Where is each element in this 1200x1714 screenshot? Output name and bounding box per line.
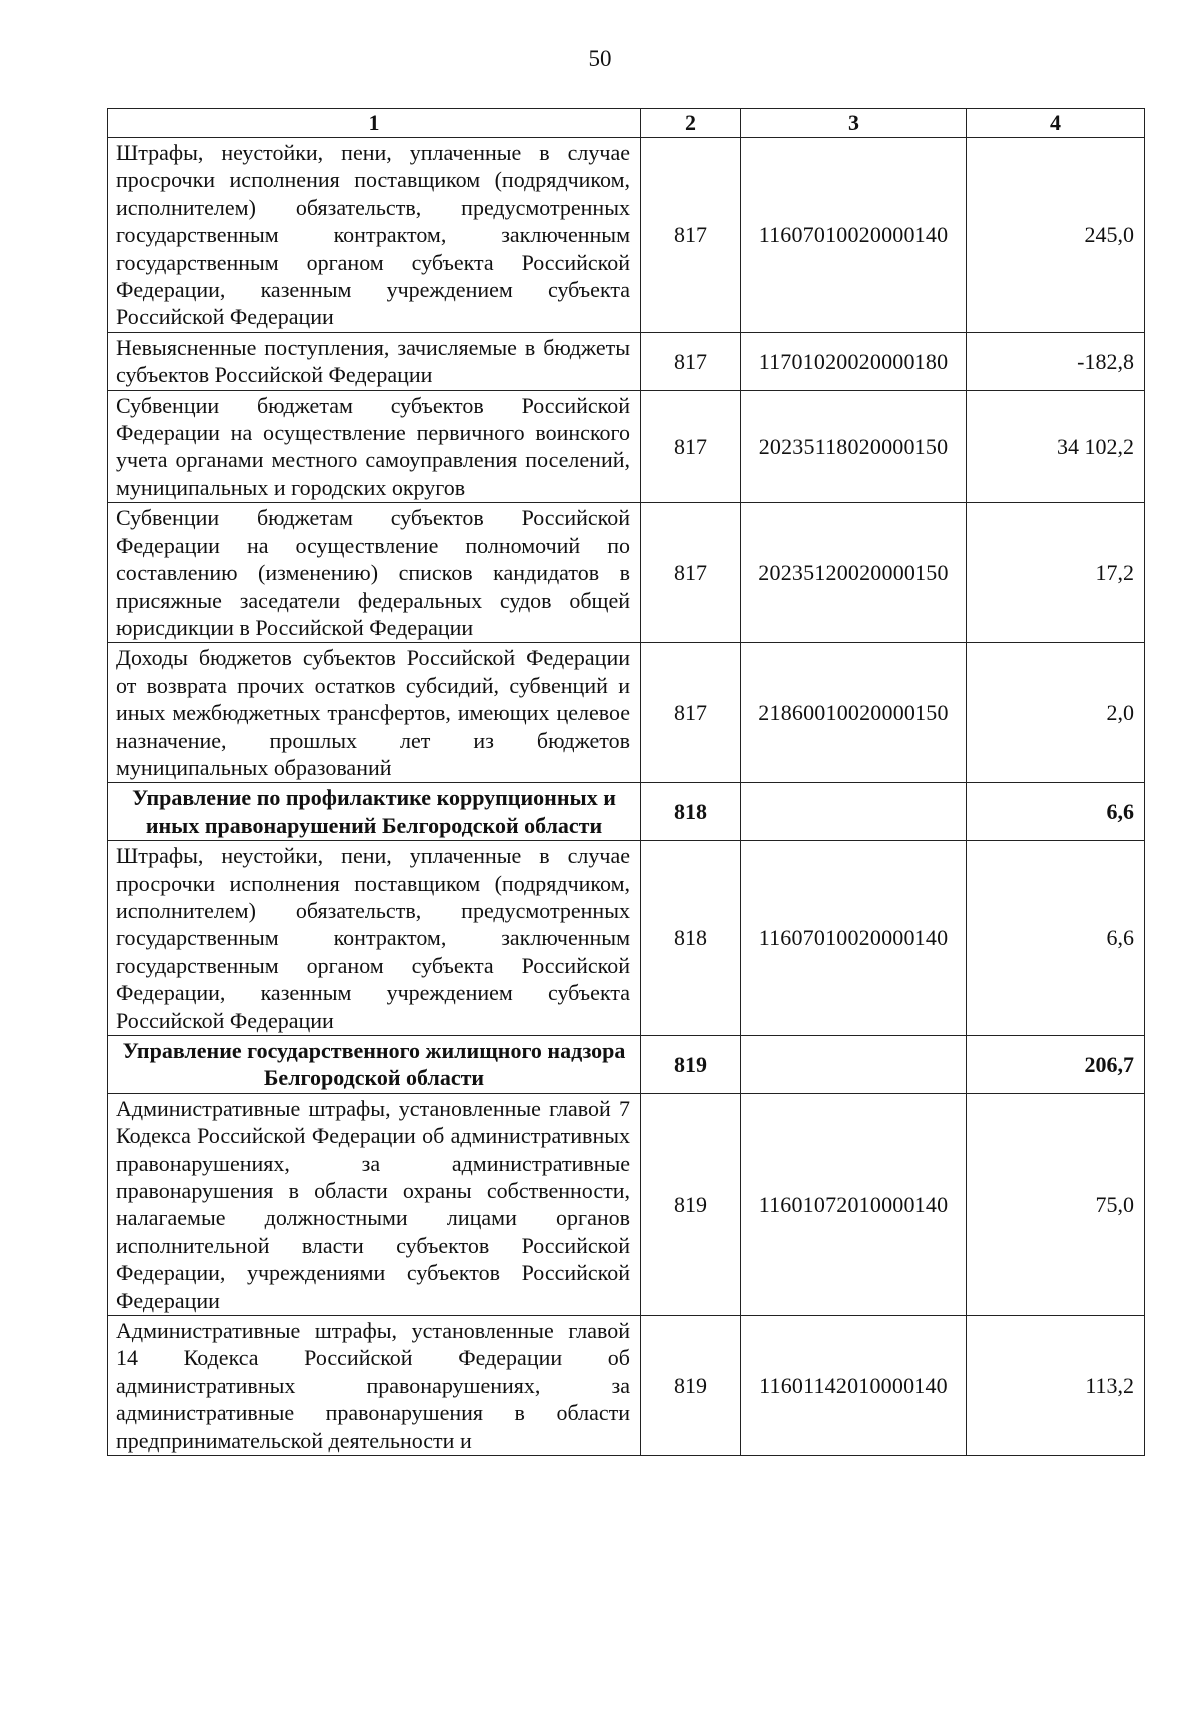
table-row <box>108 138 1145 333</box>
row-admin-code: 819 <box>641 1316 741 1456</box>
department-title: Управление по профилактике коррупционных и иных правонарушений Белгородской области <box>108 783 641 841</box>
row-description: Штрафы, неустойки, пени, уплаченные в случае просрочки исполнения поставщиком (подрядчиком, исполнителем) обязательств, предусмотренных государственным контрактом, заключенным государственным органом субъекта Российской Федерации, казенным учреждением субъекта Российской Федерации <box>108 841 641 1036</box>
row-amount: 113,2 <box>967 1316 1145 1456</box>
table-row <box>108 503 1145 643</box>
row-admin-code: 817 <box>641 503 741 643</box>
header-col-2: 2 <box>641 109 741 138</box>
row-admin-code: 819 <box>641 1093 741 1315</box>
header-col-4: 4 <box>967 109 1145 138</box>
row-budget-code: 20235120020000150 <box>741 503 967 643</box>
department-budget-code <box>741 1036 967 1094</box>
department-total: 6,6 <box>967 783 1145 841</box>
row-admin-code: 817 <box>641 332 741 390</box>
table-header-row <box>108 109 1145 138</box>
revenue-table <box>107 108 1145 1456</box>
department-total: 206,7 <box>967 1036 1145 1094</box>
row-description: Административные штрафы, установленные главой 7 Кодекса Российской Федерации об административных правонарушениях, за административные правонарушения в области охраны собственности, налагаемые должностными лицами органов исполнительной власти субъектов Российской Федерации, учреждениями субъектов Российской Федерации <box>108 1093 641 1315</box>
department-row <box>108 783 1145 841</box>
row-description: Доходы бюджетов субъектов Российской Федерации от возврата прочих остатков субсидий, субвенций и иных межбюджетных трансфертов, имеющих целевое назначение, прошлых лет из бюджетов муниципальных образований <box>108 643 641 783</box>
row-budget-code: 21860010020000150 <box>741 643 967 783</box>
row-budget-code: 11601072010000140 <box>741 1093 967 1315</box>
row-budget-code: 11607010020000140 <box>741 841 967 1036</box>
table-row <box>108 1093 1145 1315</box>
page-number: 50 <box>588 46 612 71</box>
department-row <box>108 1036 1145 1094</box>
table-row <box>108 332 1145 390</box>
row-amount: 2,0 <box>967 643 1145 783</box>
row-description: Субвенции бюджетам субъектов Российской Федерации на осуществление полномочий по составлению (изменению) списков кандидатов в присяжные заседатели федеральных судов общей юрисдикции в Российской Федерации <box>108 503 641 643</box>
row-budget-code: 20235118020000150 <box>741 390 967 503</box>
table-row <box>108 643 1145 783</box>
row-amount: 17,2 <box>967 503 1145 643</box>
header-col-3: 3 <box>741 109 967 138</box>
department-budget-code <box>741 783 967 841</box>
row-admin-code: 817 <box>641 643 741 783</box>
row-amount: 34 102,2 <box>967 390 1145 503</box>
row-amount: 75,0 <box>967 1093 1145 1315</box>
row-admin-code: 817 <box>641 138 741 333</box>
table-row <box>108 1316 1145 1456</box>
department-admin-code: 818 <box>641 783 741 841</box>
row-admin-code: 818 <box>641 841 741 1036</box>
row-budget-code: 11701020020000180 <box>741 332 967 390</box>
row-amount: 245,0 <box>967 138 1145 333</box>
row-admin-code: 817 <box>641 390 741 503</box>
table-row <box>108 841 1145 1036</box>
table-row <box>108 390 1145 503</box>
row-description: Невыясненные поступления, зачисляемые в бюджеты субъектов Российской Федерации <box>108 332 641 390</box>
department-title: Управление государственного жилищного надзора Белгородской области <box>108 1036 641 1094</box>
row-description: Административные штрафы, установленные главой 14 Кодекса Российской Федерации об административных правонарушениях, за административные правонарушения в области предпринимательской деятельности и <box>108 1316 641 1456</box>
row-budget-code: 11607010020000140 <box>741 138 967 333</box>
department-admin-code: 819 <box>641 1036 741 1094</box>
header-col-1: 1 <box>108 109 641 138</box>
row-description: Субвенции бюджетам субъектов Российской Федерации на осуществление первичного воинского учета органами местного самоуправления поселений, муниципальных и городских округов <box>108 390 641 503</box>
row-description: Штрафы, неустойки, пени, уплаченные в случае просрочки исполнения поставщиком (подрядчиком, исполнителем) обязательств, предусмотренных государственным контрактом, заключенным государственным органом субъекта Российской Федерации, казенным учреждением субъекта Российской Федерации <box>108 138 641 333</box>
row-budget-code: 11601142010000140 <box>741 1316 967 1456</box>
row-amount: -182,8 <box>967 332 1145 390</box>
row-amount: 6,6 <box>967 841 1145 1036</box>
